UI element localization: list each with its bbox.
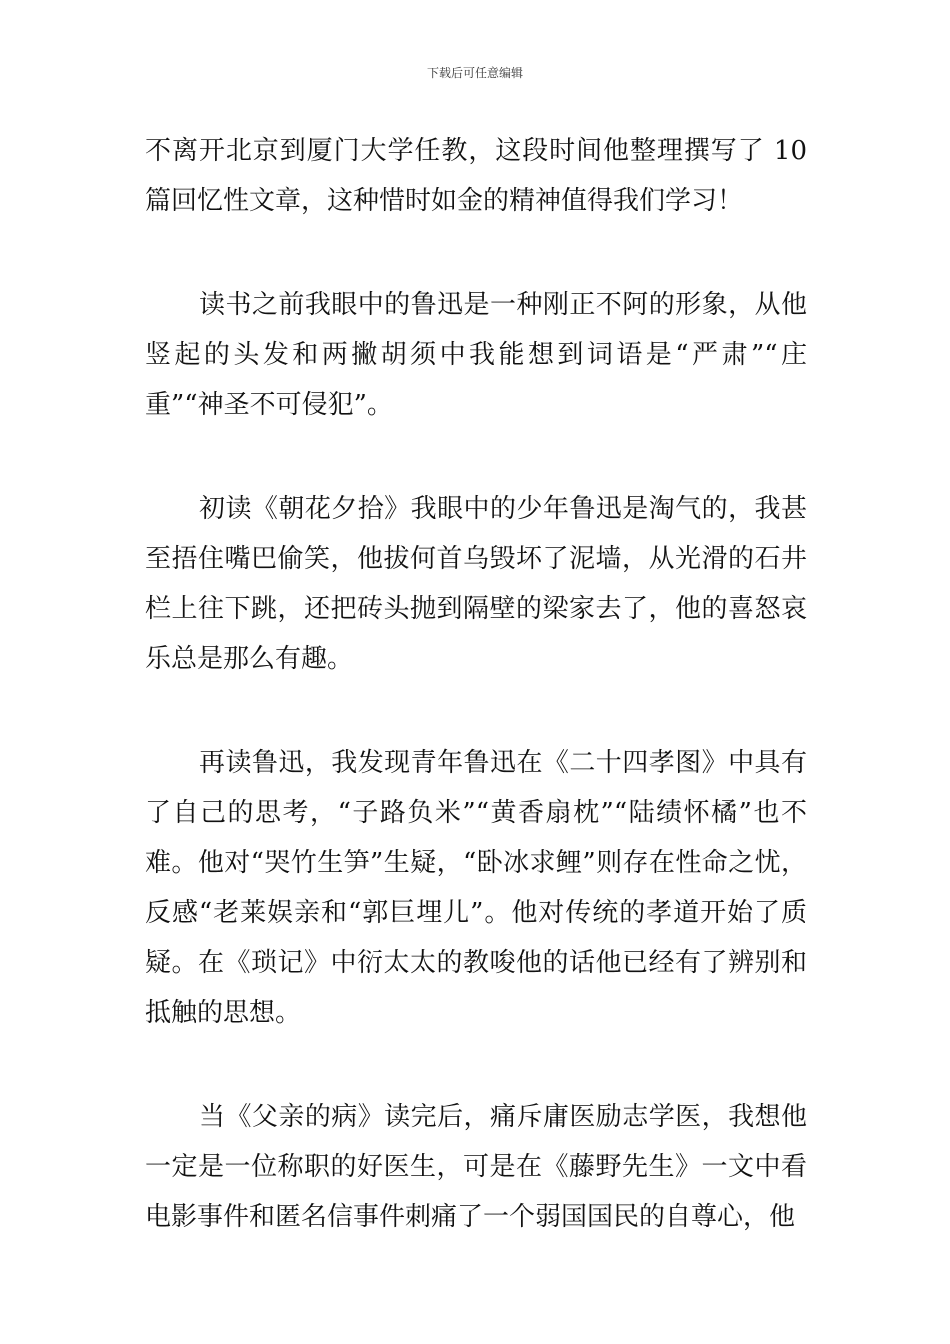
paragraph-5: 当《父亲的病》读完后，痛斥庸医励志学医，我想他一定是一位称职的好医生，可是在《藤野先生》一文中看电影事件和匿名信事件刺痛了一个弱国国民的自尊心，他 [145, 1102, 807, 1232]
page-header-note: 下载后可任意编辑 [426, 66, 523, 80]
paragraph-4: 再读鲁迅，我发现青年鲁迅在《二十四孝图》中具有了自己的思考，“子路负米”“黄香扇枕”“陆绩怀橘”也不难。他对“哭竹生笋”生疑，“卧冰求鲤”则存在性命之忧，反感“老莱娱亲和“郭巨埋儿”。他对传统的孝道开始了质疑。在《琐记》中衍太太的教唆他的话他已经有了辨别和抵触的思想。 [145, 748, 807, 1028]
paragraph-2: 读书之前我眼中的鲁迅是一种刚正不阿的形象，从他竖起的头发和两撇胡须中我能想到词语是“严肃”“庄重”“神圣不可侵犯”。 [145, 290, 807, 420]
paragraph-1: 不离开北京到厦门大学任教，这段时间他整理撰写了 10 篇回忆性文章，这种惜时如金的精神值得我们学习！ [145, 136, 807, 216]
paragraph-3: 初读《朝花夕拾》我眼中的少年鲁迅是淘气的，我甚至捂住嘴巴偷笑，他拔何首乌毁坏了泥墙，从光滑的石井栏上往下跳，还把砖头抛到隔壁的梁家去了，他的喜怒哀乐总是那么有趣。 [145, 494, 807, 674]
document-body [145, 126, 807, 1242]
